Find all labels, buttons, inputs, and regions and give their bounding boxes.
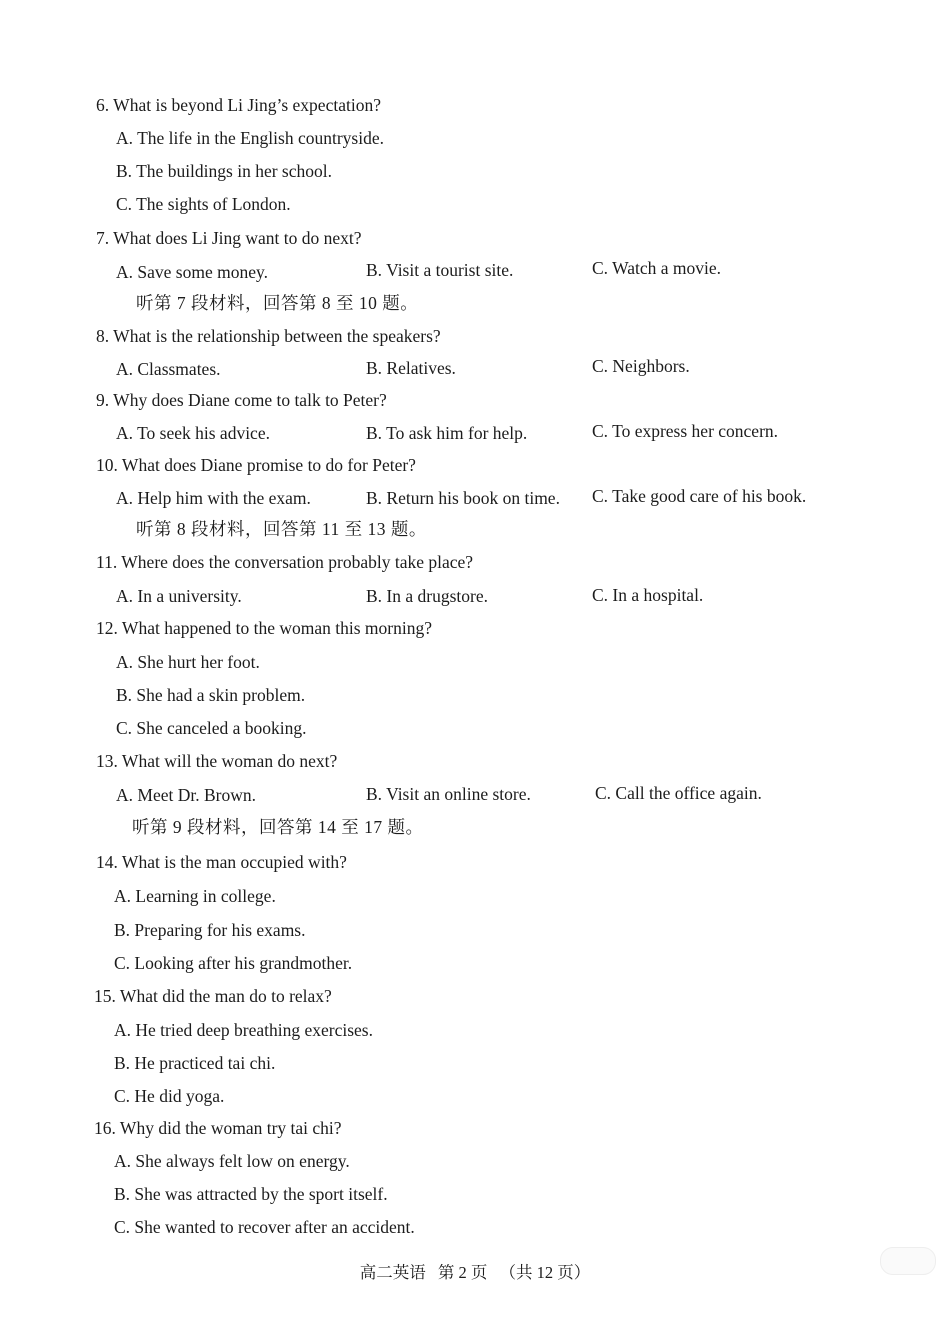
question-12-option-b: B. She had a skin problem. — [116, 685, 306, 705]
question-15-option-c: C. He did yoga. — [114, 1086, 225, 1106]
question-10-option-a: A. Help him with the exam. — [116, 488, 311, 508]
question-10-option-b: B. Return his book on time. — [366, 488, 560, 508]
question-16-stem: 16. Why did the woman try tai chi? — [94, 1118, 342, 1138]
watermark-badge — [880, 1247, 936, 1275]
question-8-stem: 8. What is the relationship between the speakers? — [96, 326, 441, 346]
question-7-option-c: C. Watch a movie. — [592, 258, 722, 278]
section-instruction-8: 听第 8 段材料，回答第 11 至 13 题。 — [136, 519, 427, 539]
question-14-stem: 14. What is the man occupied with? — [96, 852, 347, 872]
question-12-option-c: C. She canceled a booking. — [116, 718, 307, 738]
question-10-option-c: C. Take good care of his book. — [592, 486, 807, 506]
question-7-option-b: B. Visit a tourist site. — [366, 260, 514, 280]
question-15-option-a: A. He tried deep breathing exercises. — [114, 1020, 373, 1040]
question-10-stem: 10. What does Diane promise to do for Peter? — [96, 455, 416, 475]
question-13-option-a: A. Meet Dr. Brown. — [116, 785, 256, 805]
footer-total-pages: （共 12 页） — [499, 1263, 591, 1282]
question-15-option-b: B. He practiced tai chi. — [114, 1053, 276, 1073]
question-6-option-b: B. The buildings in her school. — [116, 161, 332, 181]
question-9-option-c: C. To express her concern. — [592, 421, 779, 441]
question-9-option-a: A. To seek his advice. — [116, 423, 270, 443]
question-11-stem: 11. Where does the conversation probably take place? — [96, 552, 474, 572]
question-6-option-a: A. The life in the English countryside. — [116, 128, 384, 148]
question-16-option-c: C. She wanted to recover after an accident. — [114, 1217, 415, 1237]
question-14-option-a: A. Learning in college. — [114, 886, 276, 906]
question-13-stem: 13. What will the woman do next? — [96, 751, 338, 771]
question-16-option-b: B. She was attracted by the sport itself. — [114, 1184, 388, 1204]
question-11-option-a: A. In a university. — [116, 586, 242, 606]
question-9-option-b: B. To ask him for help. — [366, 423, 528, 443]
question-14-option-c: C. Looking after his grandmother. — [114, 953, 353, 973]
question-9-stem: 9. Why does Diane come to talk to Peter? — [96, 390, 387, 410]
question-8-option-a: A. Classmates. — [116, 359, 221, 379]
question-6-stem: 6. What is beyond Li Jing’s expectation? — [96, 95, 381, 115]
question-16-option-a: A. She always felt low on energy. — [114, 1151, 350, 1171]
question-14-option-b: B. Preparing for his exams. — [114, 920, 306, 940]
section-instruction-7: 听第 7 段材料，回答第 8 至 10 题。 — [136, 293, 419, 313]
question-12-option-a: A. She hurt her foot. — [116, 652, 260, 672]
footer-page-number: 第 2 页 — [437, 1263, 488, 1282]
question-7-option-a: A. Save some money. — [116, 262, 268, 282]
question-8-option-b: B. Relatives. — [366, 358, 456, 378]
section-instruction-9: 听第 9 段材料，回答第 14 至 17 题。 — [132, 817, 424, 837]
question-8-option-c: C. Neighbors. — [592, 356, 690, 376]
question-11-option-b: B. In a drugstore. — [366, 586, 488, 606]
question-6-option-c: C. The sights of London. — [116, 194, 291, 214]
question-15-stem: 15. What did the man do to relax? — [94, 986, 332, 1006]
question-13-option-b: B. Visit an online store. — [366, 784, 531, 804]
footer-subject: 高二英语 — [359, 1263, 426, 1282]
question-13-option-c: C. Call the office again. — [595, 783, 762, 803]
page-footer — [0, 1262, 950, 1284]
question-7-stem: 7. What does Li Jing want to do next? — [96, 228, 362, 248]
question-11-option-c: C. In a hospital. — [592, 585, 704, 605]
question-12-stem: 12. What happened to the woman this morning? — [96, 618, 432, 638]
